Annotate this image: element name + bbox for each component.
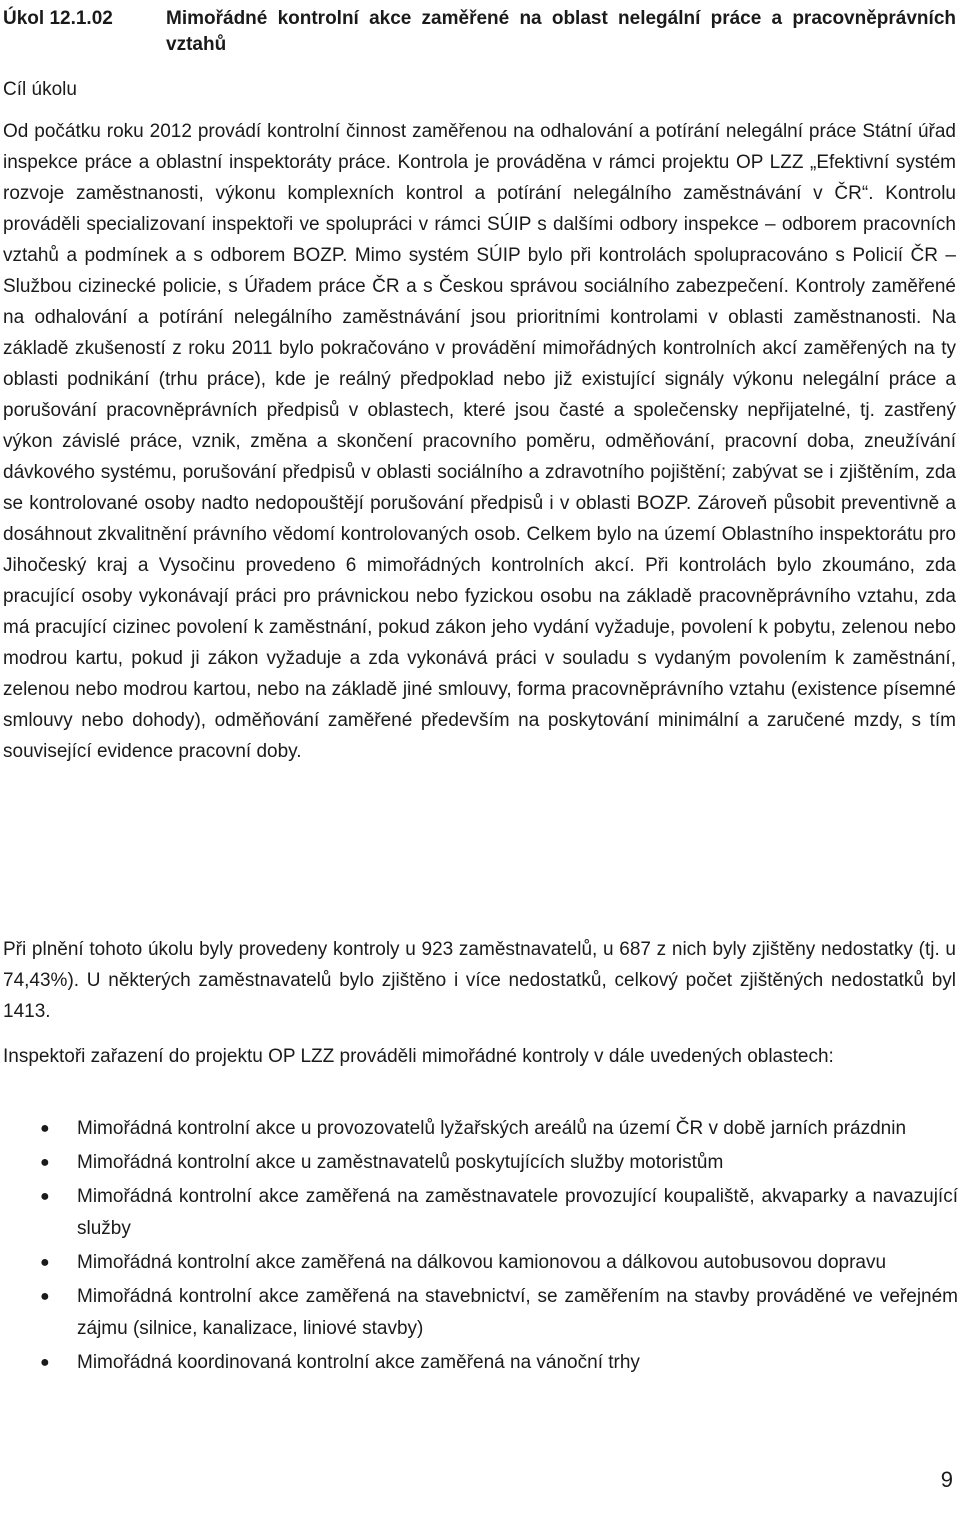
bullet-icon: ● [40,1354,50,1371]
page-number: 9 [940,1467,953,1492]
list-item-text: Mimořádná koordinovaná kontrolní akce zaměřená na vánoční trhy [77,1352,640,1373]
bullet-icon: ● [40,1288,50,1305]
list-item [0,1247,958,1279]
list-item-text: Mimořádná kontrolní akce u provozovatelů lyžařských areálů na území ČR v době jarních prázdnin [77,1118,907,1139]
task-title: Mimořádné kontrolní akce zaměřené na oblast nelegální práce a pracovněprávních vztahů [166,8,956,55]
list-item-text: Mimořádná kontrolní akce zaměřená na dálkovou kamionovou a dálkovou autobusovou dopravu [77,1252,887,1273]
list-item [0,1147,958,1179]
paragraph-areas-intro: Inspektoři zařazení do projektu OP LZZ prováděli mimořádné kontroly v dále uvedených oblastech: [3,1046,834,1067]
paragraph-intro: Od počátku roku 2012 provádí kontrolní činnost zaměřenou na odhalování a potírání nelegální práce Státní úřad inspekce práce a oblastní inspektoráty práce. Kontrola je prováděna v rámci projektu OP LZZ „Efektivní systém rozvoje zaměstnanosti, výkonu komplexních kontrol a potírání nelegálního zaměstnávání v ČR“. Kontrolu prováděli specializovaní inspektoři ve spolupráci v rámci SÚIP s dalšími odbory inspekce – odborem pracovních vztahů a podmínek a s odborem BOZP. Mimo systém SÚIP bylo při kontrolách spolupracováno s Policií ČR – Službou cizinecké policie, s Úřadem práce ČR a s Českou správou sociálního zabezpečení. Kontroly zaměřené na odhalování a potírání nelegálního zaměstnávání jsou prioritními kontrolami v oblasti zaměstnanosti. Na základě zkušeností z roku 2011 bylo pokračováno v provádění mimořádných kontrolních akcí zaměřených na ty oblasti podnikání (trhu práce), kde je reálný předpoklad nebo již existující signály výkonu nelegální práce a porušování pracovněprávních předpisů v oblastech, které jsou časté a společensky nepřijatelné, tj. zastřený výkon závislé práce, vznik, změna a skončení pracovního poměru, odměňování, pracovní doba, zneužívání dávkového systému, porušování předpisů v oblasti sociálního a zdravotního pojištění; zabývat se i zjištěním, zda se kontrolované osoby nadto nedopouštějí porušování předpisů i v oblasti BOZP. Zároveň působit preventivně a dosáhnout zkvalitnění právního vědomí kontrolovaných osob. Celkem bylo na území Oblastního inspektorátu pro Jihočeský kraj a Vysočinu provedeno 6 mimořádných kontrolních akcí. Při kontrolách bylo zkoumáno, zda pracující osoby vykonávají práci pro právnickou nebo fyzickou osobu na základě pracovněprávního vztahu, zda má pracující cizinec povolení k zaměstnání, pokud zákon jeho vydání vyžaduje, povolení k pobytu, zelenou nebo modrou kartu, pokud ji zákon vyžaduje a zda vykonává práci v souladu s vydaným povolením k zaměstnání, zelenou nebo modrou kartou, nebo na základě jiné smlouvy, forma pracovněprávního vztahu (existence písemné smlouvy nebo dohody), odměňování zaměřené především na poskytování minimální a zaručené mzdy, s tím související evidence pracovní doby. [3,121,956,762]
list-item [0,1113,958,1145]
list-item [0,1181,958,1245]
list-item-text: Mimořádná kontrolní akce zaměřená na zaměstnavatele provozující koupaliště, akvaparky a navazující služby [77,1186,958,1239]
bullet-icon: ● [40,1154,50,1171]
bullet-icon: ● [40,1254,50,1271]
list-item [0,1347,958,1379]
list-item [0,1281,958,1345]
paragraph-results: Při plnění tohoto úkolu byly provedeny kontroly u 923 zaměstnavatelů, u 687 z nich byly zjištěny nedostatky (tj. u 74,43%). U některých zaměstnavatelů bylo zjištěno i více nedostatků, celkový počet zjištěných nedostatků byl 1413. [3,939,956,1022]
areas-list [0,1113,958,1381]
list-item-text: Mimořádná kontrolní akce u zaměstnavatelů poskytujících služby motoristům [77,1152,724,1173]
task-number: Úkol 12.1.02 [3,8,113,29]
bullet-icon: ● [40,1120,50,1137]
bullet-icon: ● [40,1188,50,1205]
goal-label: Cíl úkolu [3,79,77,100]
list-item-text: Mimořádná kontrolní akce zaměřená na stavebnictví, se zaměřením na stavby prováděné ve veřejném zájmu (silnice, kanalizace, liniové stavby) [77,1286,958,1339]
